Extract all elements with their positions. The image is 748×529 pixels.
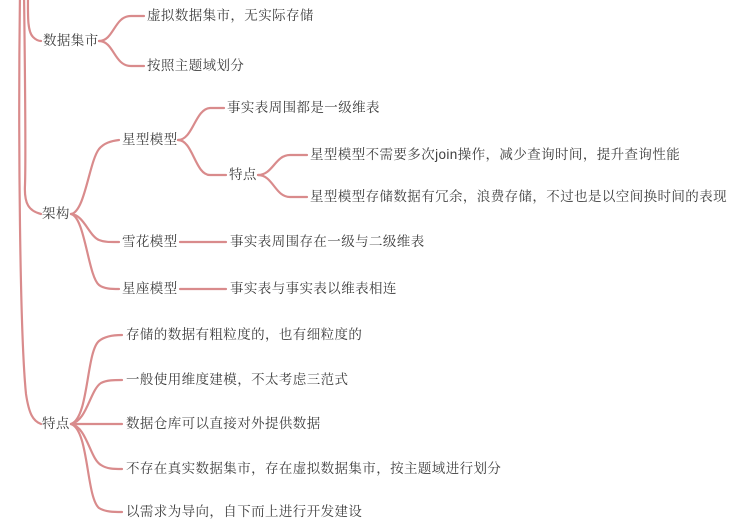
node-star-fact-tables[interactable]: 事实表周围都是一级维表: [227, 99, 380, 115]
node-external-data[interactable]: 数据仓库可以直接对外提供数据: [126, 415, 321, 431]
node-constellation-model[interactable]: 星座模型: [122, 280, 178, 296]
node-snowflake-model[interactable]: 雪花模型: [122, 233, 178, 249]
node-virtual-marts[interactable]: 不存在真实数据集市，存在虚拟数据集市，按主题域进行划分: [126, 460, 502, 476]
node-granularity[interactable]: 存储的数据有粗粒度的，也有细粒度的: [126, 326, 363, 342]
connector-star-features: [178, 140, 226, 175]
node-demand-driven[interactable]: 以需求为导向，自下而上进行开发建设: [126, 503, 363, 519]
node-star-features[interactable]: 特点: [229, 166, 257, 182]
node-constellation-desc[interactable]: 事实表与事实表以维表相连: [230, 280, 397, 296]
node-data-mart[interactable]: 数据集市: [43, 32, 99, 48]
node-divided-by-subject[interactable]: 按照主题域划分: [147, 57, 245, 73]
node-virtual-data-mart[interactable]: 虚拟数据集市，无实际存储: [147, 7, 314, 23]
connector-arch-snowflake: [71, 214, 119, 242]
connector-group: [19, 0, 307, 512]
connector-root-data-mart: [28, 0, 41, 41]
connector-datamart-subject: [99, 41, 144, 66]
connector-datamart-virtual: [99, 16, 144, 41]
connector-star-facttables: [178, 108, 224, 140]
node-snowflake-desc[interactable]: 事实表周围存在一级与二级维表: [230, 233, 425, 249]
connector-starfeat-redundancy: [258, 175, 307, 197]
connector-arch-star: [71, 140, 119, 214]
node-star-no-join[interactable]: 星型模型不需要多次join操作，减少查询时间，提升查询性能: [310, 146, 681, 162]
node-star-redundancy[interactable]: 星型模型存储数据有冗余，浪费存储，不过也是以空间换时间的表现: [310, 188, 727, 204]
node-architecture[interactable]: 架构: [42, 205, 70, 221]
connector-root-architecture: [24, 0, 41, 214]
node-dimensional-modeling[interactable]: 一般使用维度建模，不太考虑三范式: [126, 371, 349, 387]
node-features[interactable]: 特点: [42, 415, 70, 431]
connector-starfeat-nojoin: [258, 155, 307, 175]
node-star-model[interactable]: 星型模型: [122, 131, 178, 147]
connector-arch-constellation: [71, 214, 119, 289]
